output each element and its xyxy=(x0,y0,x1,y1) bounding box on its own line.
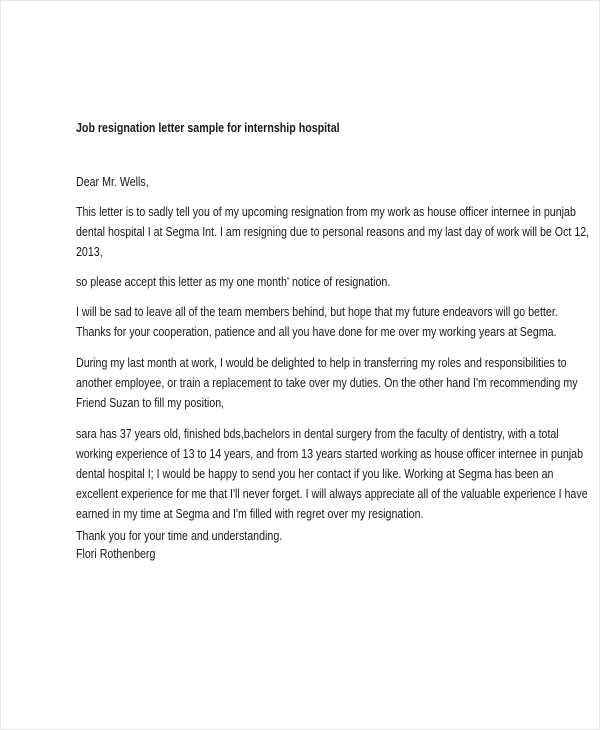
paragraph-line: sara has 37 years old, finished bds,bachelors in dental surgery from the faculty of dentistry, with a total xyxy=(76,426,559,441)
paragraph-line: another employee, or train a replacement to take over my duties. On the other hand I'm recommending my xyxy=(76,375,578,390)
paragraph-line: This letter is to sadly tell you of my upcoming resignation from my work as house officer internee in punjab xyxy=(76,204,576,219)
paragraph-line: 2013, xyxy=(76,244,103,259)
letter-title: Job resignation letter sample for internship hospital xyxy=(76,120,340,135)
paragraph-line: Thanks for your cooperation, patience and all you have done for me over my working years at Segma. xyxy=(76,324,557,339)
paragraph-line: Friend Suzan to fill my position, xyxy=(76,395,225,410)
paragraph-line: During my last month at work, I would be delighted to help in transferring my roles and responsibilities to xyxy=(76,355,567,370)
paragraph-line: dental hospital I at Segma Int. I am resigning due to personal reasons and my last day of work will be Oct 12, xyxy=(76,224,590,239)
paragraph-line: earned in my time at Segma and I'm filled with regret over my resignation. xyxy=(76,506,424,521)
salutation: Dear Mr. Wells, xyxy=(76,174,149,189)
signature: Flori Rothenberg xyxy=(76,546,156,561)
paragraph-line: so please accept this letter as my one month' notice of resignation. xyxy=(76,274,391,289)
paragraph-line: working experience of 13 to 14 years, and from 13 years started working as house officer internee in punjab xyxy=(76,446,584,461)
paragraph-line: excellent experience for me that I'll never forget. I will always appreciate all of the valuable experience I have xyxy=(76,486,588,501)
paragraph-line: dental hospital I; I would be happy to send you her contact if you like. Working at Segma has been an xyxy=(76,466,554,481)
paragraph-line: I will be sad to leave all of the team members behind, but hope that my future endeavors will go better. xyxy=(76,304,558,319)
closing: Thank you for your time and understanding. xyxy=(76,528,283,543)
